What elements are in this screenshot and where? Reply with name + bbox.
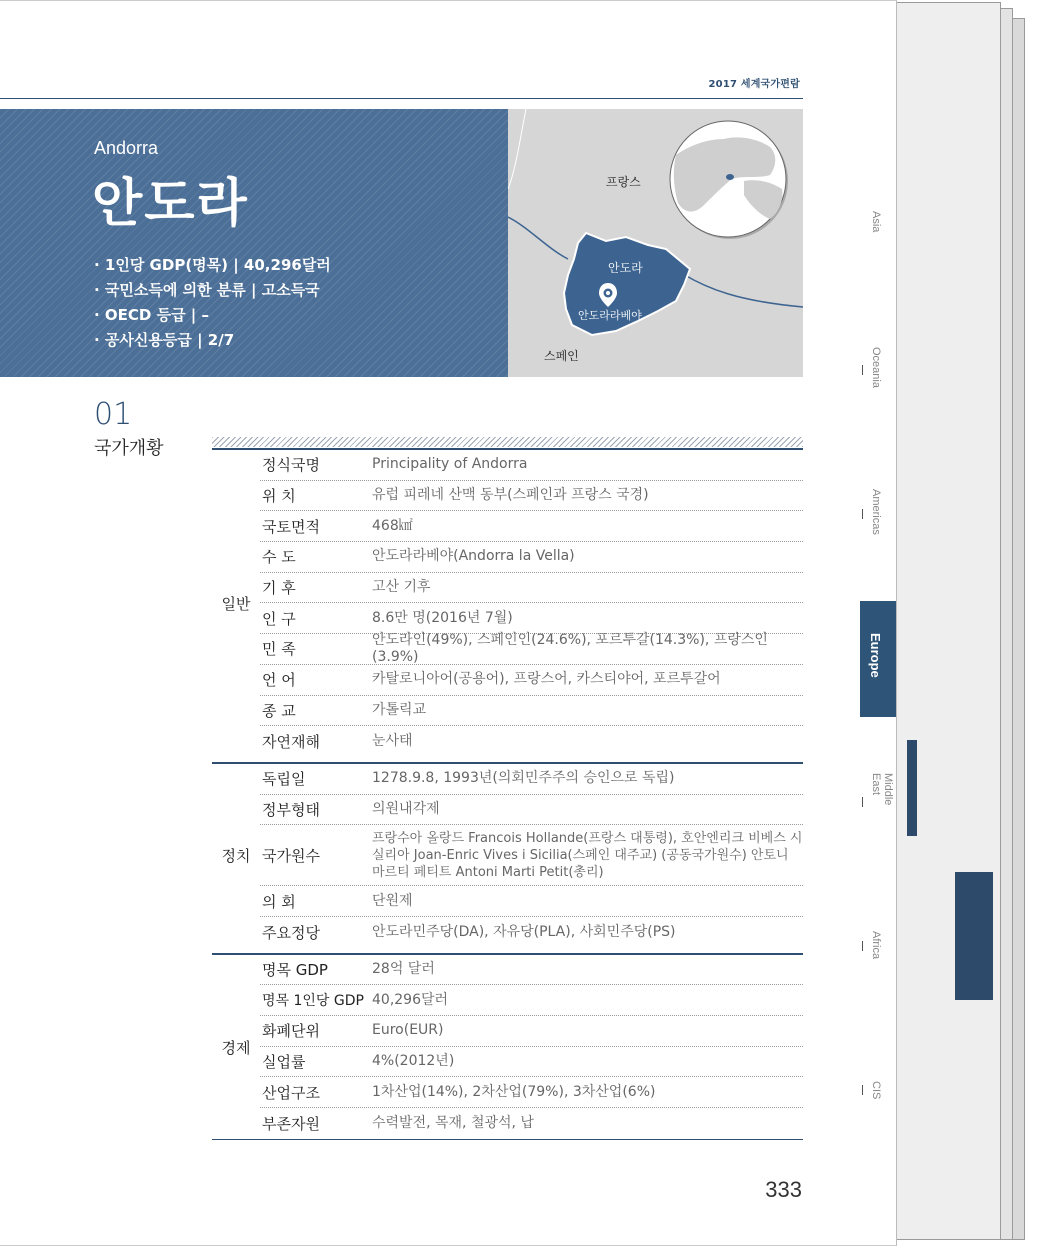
tab-label: Oceania (870, 347, 882, 388)
row-value: 수력발전, 목재, 철광석, 납 (372, 1114, 534, 1131)
row-key: 기 후 (262, 579, 296, 598)
tab-tick (862, 941, 863, 951)
row-key: 국토면적 (262, 517, 320, 536)
country-map (508, 109, 803, 377)
tab-label: Africa (870, 931, 882, 960)
table-row (260, 917, 803, 948)
country-name-ko: 안도라 (92, 174, 249, 234)
row-key: 자연재해 (262, 733, 320, 752)
tab-label: Asia (870, 211, 882, 233)
table-row (260, 795, 803, 826)
map-drawing (508, 109, 803, 377)
tab-tick (862, 1085, 863, 1095)
map-label-france: 프랑스 (606, 175, 641, 189)
key-fact: · OECD 등급 | – (94, 306, 210, 324)
table-row (260, 481, 803, 512)
key-fact: · 공사신용등급 | 2/7 (94, 331, 235, 349)
country-name-en: Andorra (94, 138, 159, 158)
row-value: 안도라인(49%), 스페인인(24.6%), 포르투갈(14.3%), 프랑스인(3.9%) (372, 631, 768, 665)
table-row (260, 450, 803, 481)
row-key: 부존자원 (262, 1114, 320, 1133)
row-value: 가톨릭교 (372, 701, 427, 718)
row-value: 프랑수아 올랑드 Francois Hollande(프랑스 대통령), 호안엔리크 비베스 시실리아 Joan-Enric Vives i Sicilia(스페인 대주교) (공동국가원수) 안토니 마르티 페티트 Antoni Marti Petit(총리) (372, 830, 803, 880)
map-label-andorra: 안도라 (608, 261, 643, 275)
table-row (260, 542, 803, 573)
row-value: 468㎢ (372, 517, 413, 534)
row-key: 인 구 (262, 609, 296, 628)
section-number: 01 (94, 397, 133, 432)
key-fact: · 국민소득에 의한 분류 | 고소득국 (94, 281, 320, 299)
row-key: 정식국명 (262, 456, 320, 475)
map-label-capital: 안도라라베야 (578, 309, 642, 322)
book-edge-stack (885, 0, 1045, 1246)
row-value: 1278.9.8, 1993년(의회민주주의 승인으로 독립) (372, 770, 675, 787)
info-table (212, 448, 803, 1140)
tab-label: Americas (870, 489, 882, 535)
edge-tab-marker (955, 872, 993, 1000)
tab-europe[interactable] (860, 601, 896, 717)
header-rule (0, 98, 803, 99)
section-title: 국가개황 (94, 438, 164, 459)
table-row (260, 603, 803, 634)
table-row (260, 825, 803, 886)
table-row (260, 985, 803, 1016)
section-hatch-rule (212, 437, 803, 447)
row-value: 4%(2012년) (372, 1053, 455, 1070)
table-row (260, 764, 803, 795)
row-value: 눈사태 (372, 733, 413, 750)
row-value: 28억 달러 (372, 960, 435, 977)
table-row (260, 573, 803, 604)
row-value: 고산 기후 (372, 579, 431, 596)
table-row (260, 1047, 803, 1078)
table-row (260, 886, 803, 917)
row-value: 안도라라베야(Andorra la Vella) (372, 548, 575, 565)
key-facts-list (94, 253, 331, 353)
row-key: 의 회 (262, 892, 296, 911)
group-label: 일반 (221, 595, 251, 613)
tab-label: Europe (868, 633, 883, 678)
row-value: 1차산업(14%), 2차산업(79%), 3차산업(6%) (372, 1083, 656, 1100)
row-key: 언 어 (262, 671, 296, 690)
tab-label: CIS (870, 1081, 882, 1100)
row-value: 단원제 (372, 892, 413, 909)
edge-tab-marker (907, 740, 917, 836)
row-key: 화폐단위 (262, 1022, 320, 1041)
row-value: 8.6만 명(2016년 7월) (372, 609, 513, 626)
group-label: 경제 (221, 1039, 251, 1058)
table-row (260, 1016, 803, 1047)
row-key: 산업구조 (262, 1083, 320, 1102)
river-line (508, 217, 568, 259)
page-number: 333 (765, 1177, 802, 1202)
row-value: Euro(EUR) (372, 1022, 444, 1039)
row-value: 의원내각제 (372, 800, 440, 817)
row-key: 위 치 (262, 487, 296, 506)
table-row (260, 696, 803, 727)
page-edge (891, 2, 1001, 1240)
group-label: 정치 (221, 847, 251, 866)
row-key: 정부형태 (262, 800, 320, 819)
row-value: 유럽 피레네 산맥 동부(스페인과 프랑스 국경) (372, 487, 649, 504)
river-line (683, 274, 803, 307)
map-label-spain: 스페인 (544, 349, 579, 363)
table-row (260, 511, 803, 542)
running-head: 2017 세계국가편람 (708, 79, 800, 90)
group-general (212, 448, 803, 757)
tab-tick (862, 797, 863, 807)
row-key: 국가원수 (262, 846, 320, 865)
row-value: Principality of Andorra (372, 456, 528, 473)
row-value: 안도라민주당(DA), 자유당(PLA), 사회민주당(PS) (372, 923, 676, 940)
row-key: 민 족 (262, 640, 296, 659)
table-row (260, 726, 803, 757)
row-key: 종 교 (262, 701, 296, 720)
table-row (260, 1077, 803, 1108)
row-key: 독립일 (262, 770, 306, 789)
country-banner (0, 109, 508, 377)
group-politics (212, 762, 803, 948)
locator-globe-icon (670, 121, 788, 239)
key-fact: · 1인당 GDP(명목) | 40,296달러 (94, 256, 331, 274)
row-key: 주요정당 (262, 923, 320, 942)
border-line (508, 109, 526, 189)
group-economy (212, 953, 803, 1140)
row-key: 명목 1인당 GDP (262, 993, 364, 1010)
tab-label: Middle East (870, 773, 894, 806)
tab-tick (862, 365, 863, 375)
row-value: 40,296달러 (372, 991, 449, 1008)
row-key: 실업률 (262, 1053, 306, 1072)
table-row (260, 665, 803, 696)
row-key: 명목 GDP (262, 960, 328, 979)
row-key: 수 도 (262, 548, 296, 567)
tab-tick (862, 509, 863, 519)
table-row (260, 955, 803, 986)
row-value: 카탈로니아어(공용어), 프랑스어, 카스티야어, 포르투갈어 (372, 671, 721, 688)
table-row (260, 631, 803, 665)
table-row (260, 1108, 803, 1139)
